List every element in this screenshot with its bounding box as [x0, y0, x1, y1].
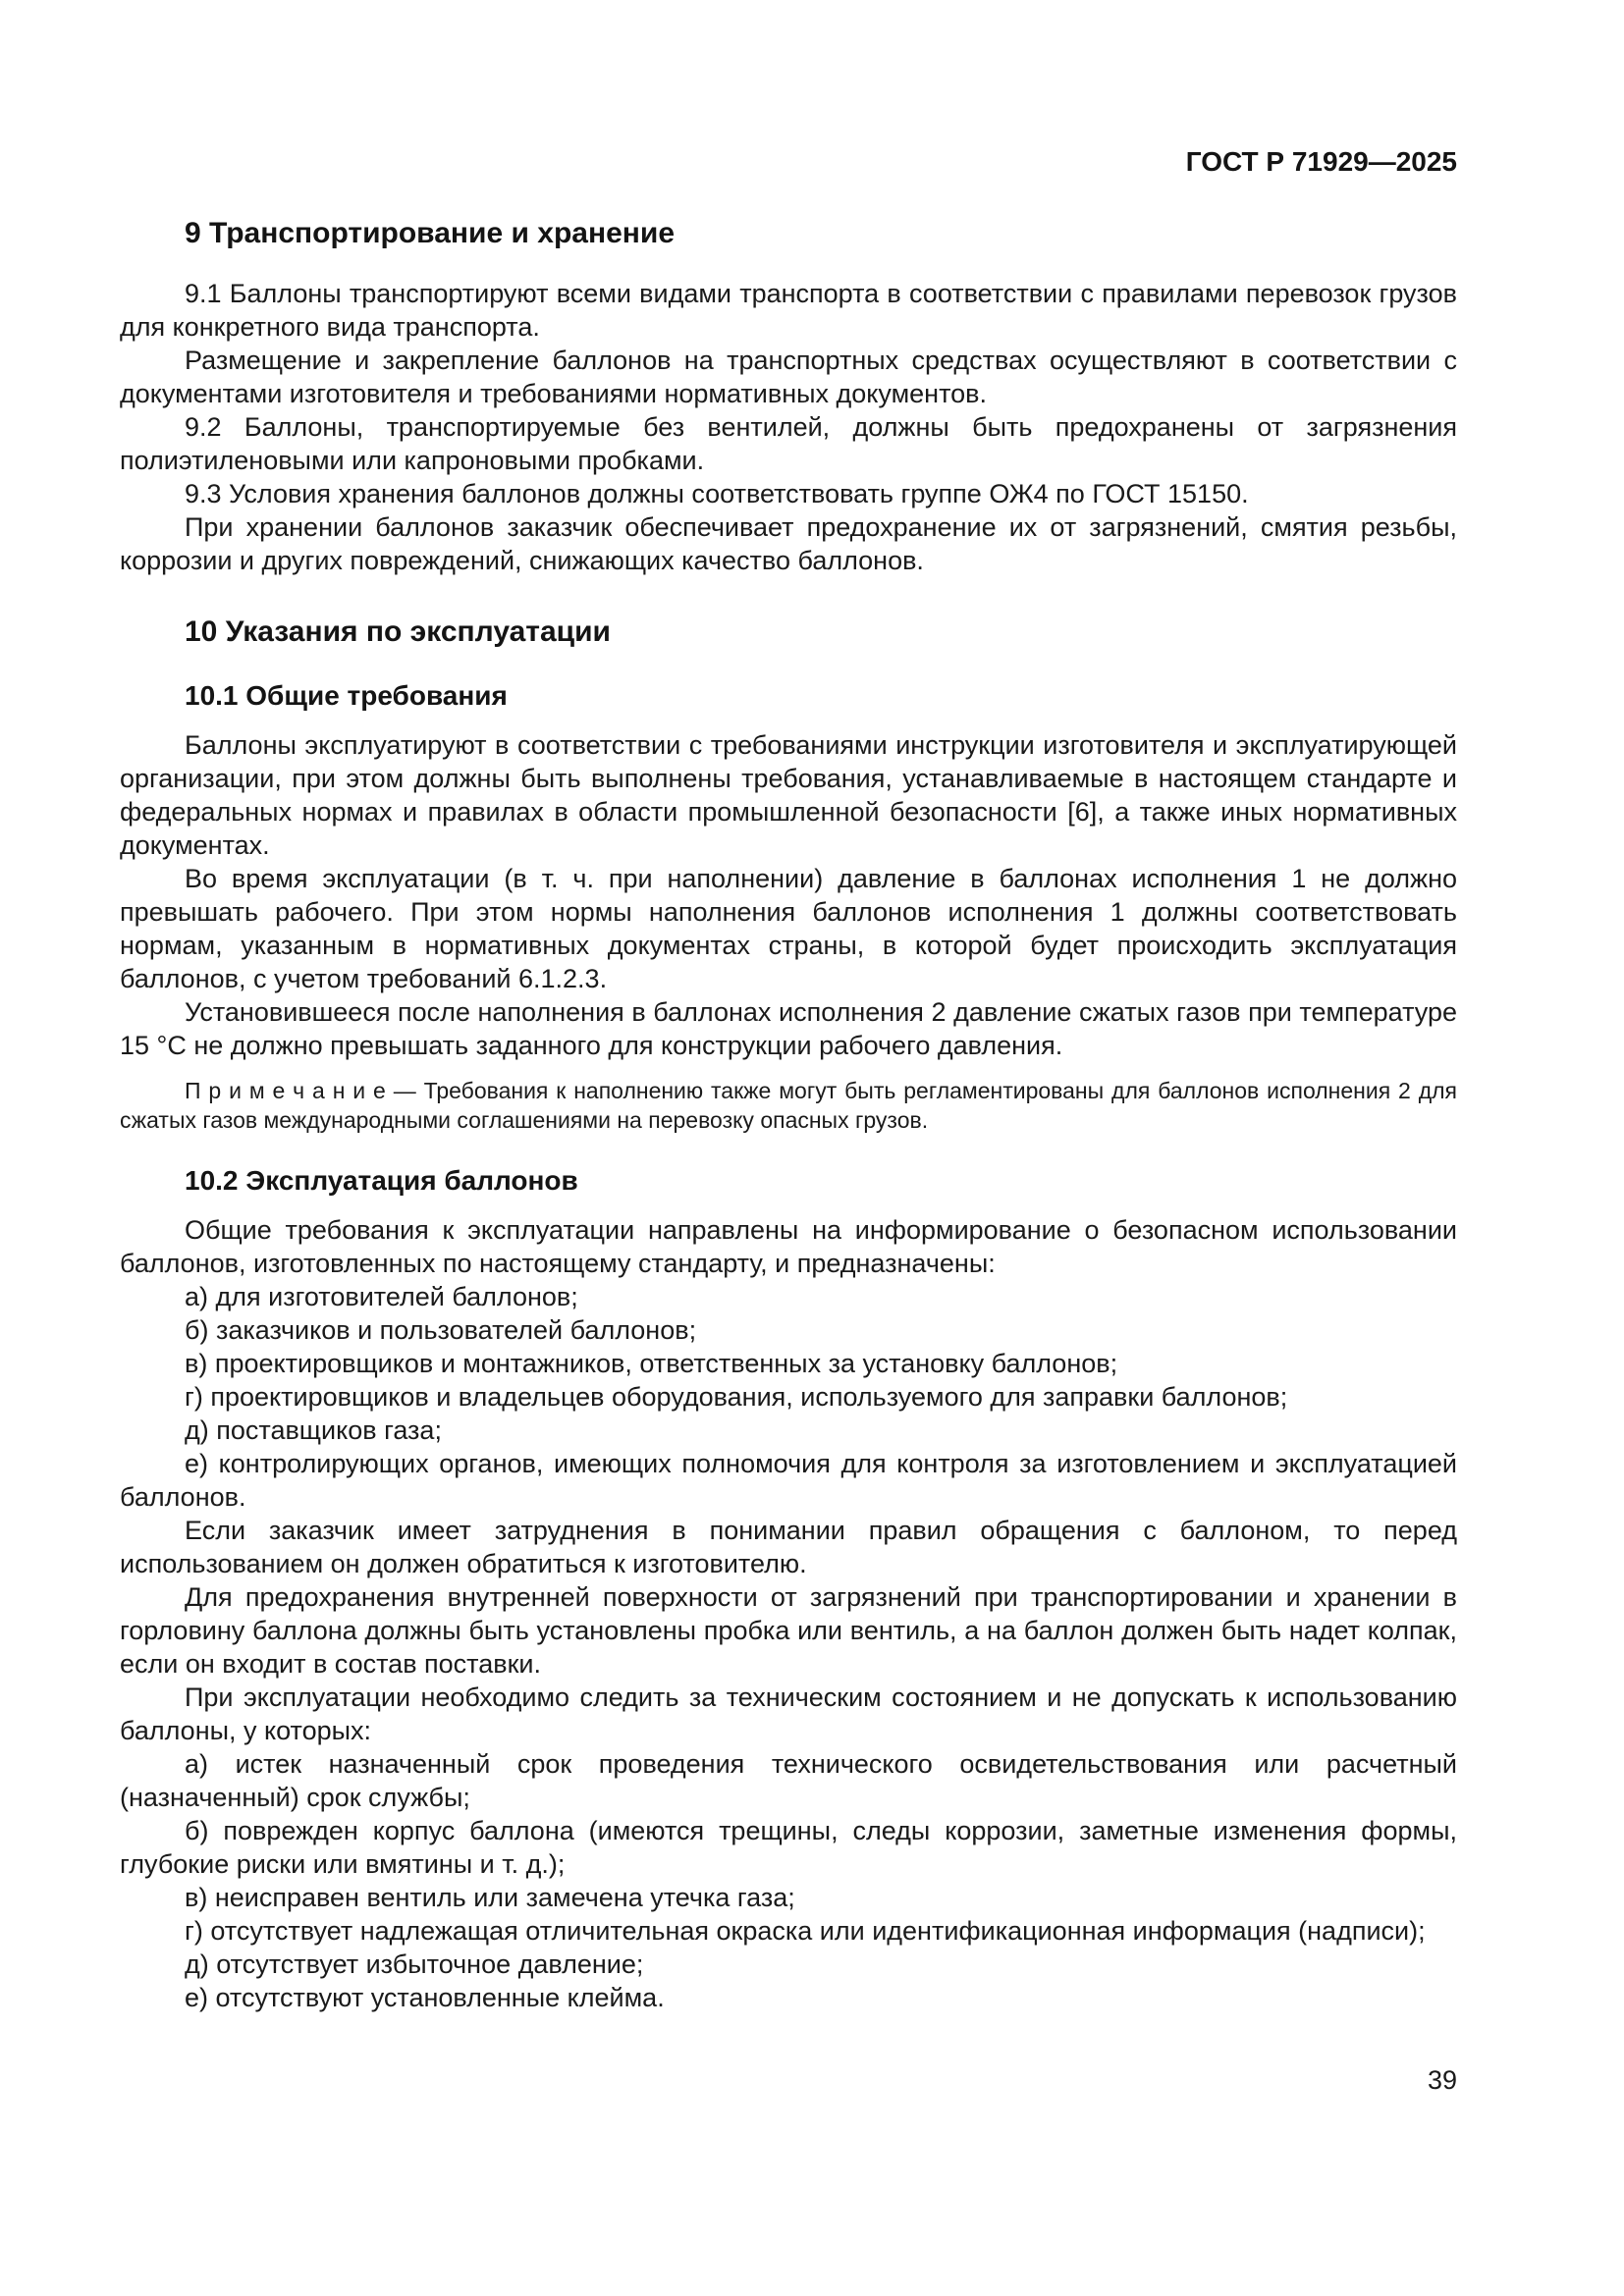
document-body [120, 216, 1457, 2014]
paragraph: 9.2 Баллоны, транспортируемые без вентилей, должны быть предохранены от загрязнения полиэтиленовыми или капроновыми пробками. [120, 412, 1457, 475]
list-item: в) проектировщиков и монтажников, ответственных за установку баллонов; [185, 1349, 1118, 1378]
list-item: е) контролирующих органов, имеющих полномочия для контроля за изготовлением и эксплуатацией баллонов. [120, 1449, 1457, 1512]
page-number: 39 [1427, 2065, 1457, 2095]
paragraph: Размещение и закрепление баллонов на транспортных средствах осуществляют в соответствии с документами изготовителя и требованиями нормативных документов. [120, 346, 1457, 408]
list-item: е) отсутствуют установленные клейма. [185, 1983, 665, 2012]
section-heading: 9 Транспортирование и хранение [185, 217, 676, 249]
note: П р и м е ч а н и е — Требования к наполнению также могут быть регламентированы для баллонов исполнения 2 для сжатых газов международными соглашениями на перевозку опасных грузов. [120, 1078, 1457, 1133]
subsection-heading: 10.1 Общие требования [185, 680, 508, 711]
list-item: г) отсутствует надлежащая отличительная окраска или идентификационная информация (надписи); [185, 1916, 1426, 1946]
list-item: б) поврежден корпус баллона (имеются трещины, следы коррозии, заметные изменения формы, глубокие риски или вмятины и т. д.); [120, 1816, 1457, 1879]
subsection-heading: 10.2 Эксплуатация баллонов [185, 1165, 578, 1196]
paragraph: При хранении баллонов заказчик обеспечивает предохранение их от загрязнений, смятия резьбы, коррозии и других повреждений, снижающих качество баллонов. [120, 512, 1457, 575]
list-item: д) отсутствует избыточное давление; [185, 1949, 644, 1979]
paragraph: Установившееся после наполнения в баллонах исполнения 2 давление сжатых газов при температуре 15 °С не должно превышать заданного для конструкции рабочего давления. [120, 997, 1457, 1060]
paragraph: При эксплуатации необходимо следить за техническим состоянием и не допускать к использованию баллоны, у которых: [120, 1682, 1457, 1745]
paragraph: Для предохранения внутренней поверхности от загрязнений при транспортировании и хранении в горловину баллона должны быть установлены пробка или вентиль, а на баллон должен быть надет колпак, если он входит в состав поставки. [120, 1582, 1457, 1679]
paragraph: Во время эксплуатации (в т. ч. при наполнении) давление в баллонах исполнения 1 не должно превышать рабочего. При этом нормы наполнения баллонов исполнения 1 должны соответствовать нормам, указанным в нормативных документах страны, в которой будет происходить эксплуатация баллонов, с учетом требований 6.1.2.3. [120, 864, 1457, 993]
list-item: г) проектировщиков и владельцев оборудования, используемого для заправки баллонов; [185, 1382, 1288, 1412]
list-item: в) неисправен вентиль или замечена утечка газа; [185, 1883, 795, 1912]
document-header-code: ГОСТ Р 71929—2025 [1185, 146, 1457, 177]
list-item: д) поставщиков газа; [185, 1415, 442, 1445]
paragraph: 9.3 Условия хранения баллонов должны соответствовать группе ОЖ4 по ГОСТ 15150. [185, 479, 1249, 508]
paragraph: Если заказчик имеет затруднения в понимании правил обращения с баллоном, то перед использованием он должен обратиться к изготовителю. [120, 1516, 1457, 1578]
paragraph: 9.1 Баллоны транспортируют всеми видами транспорта в соответствии с правилами перевозок грузов для конкретного вида транспорта. [120, 279, 1457, 342]
list-item: б) заказчиков и пользователей баллонов; [185, 1315, 697, 1345]
paragraph: Общие требования к эксплуатации направлены на информирование о безопасном использовании баллонов, изготовленных по настоящему стандарту, и предназначены: [120, 1215, 1457, 1278]
paragraph: Баллоны эксплуатируют в соответствии с требованиями инструкции изготовителя и эксплуатирующей организации, при этом должны быть выполнены требования, устанавливаемые в настоящем стандарте и федеральных нормах и правилах в области промышленной безопасности [6], а также иных нормативных документах. [120, 730, 1457, 860]
list-item: а) для изготовителей баллонов; [185, 1282, 578, 1311]
list-item: а) истек назначенный срок проведения технического освидетельствования или расчетный (назначенный) срок службы; [120, 1749, 1457, 1812]
section-heading: 10 Указания по эксплуатации [185, 615, 612, 648]
